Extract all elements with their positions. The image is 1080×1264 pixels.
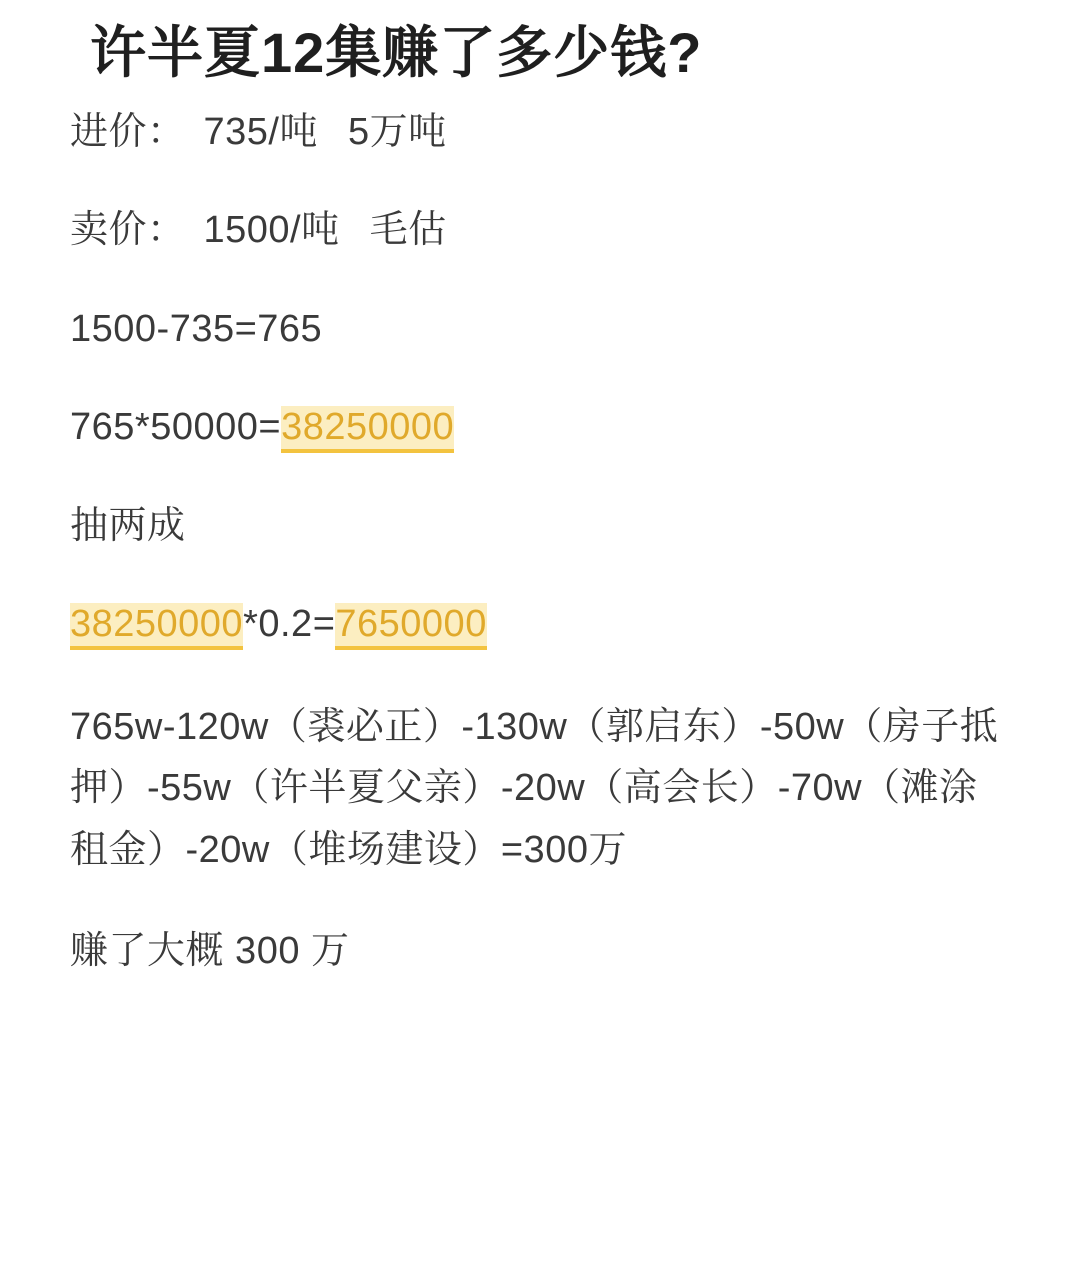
conclusion-line: 赚了大概 300 万: [70, 930, 350, 973]
total-calc-result: 38250000: [281, 406, 454, 453]
sell-note: 毛估: [369, 209, 447, 252]
purchase-label: 进价：: [70, 111, 186, 153]
purchase-line: [70, 106, 1010, 158]
commission-operator: *0.2=: [243, 603, 336, 646]
commission-base: 38250000: [70, 603, 243, 650]
total-calc-prefix: 765*50000=: [70, 406, 282, 449]
sell-label: 卖价：: [70, 209, 186, 252]
total-calc-line: [70, 401, 1010, 453]
purchase-price: 735/吨: [203, 111, 318, 153]
purchase-qty: 5万吨: [347, 111, 447, 153]
sell-line: [70, 204, 1010, 256]
commission-result: 7650000: [335, 603, 486, 650]
margin-calc-line: 1500-735=765: [70, 307, 323, 350]
commission-calc-line: [70, 598, 1010, 650]
page-title: 许半夏12集赚了多少钱?: [90, 21, 703, 84]
commission-note-line: 抽两成: [70, 504, 186, 547]
sell-price: 1500/吨: [203, 209, 340, 252]
deductions-paragraph: 765w-120w（裘必正）-130w（郭启东）-50w（房子抵押）-55w（许半夏父亲）-20w（高会长）-70w（滩涂租金）-20w（堆场建设）=300万: [70, 705, 999, 871]
